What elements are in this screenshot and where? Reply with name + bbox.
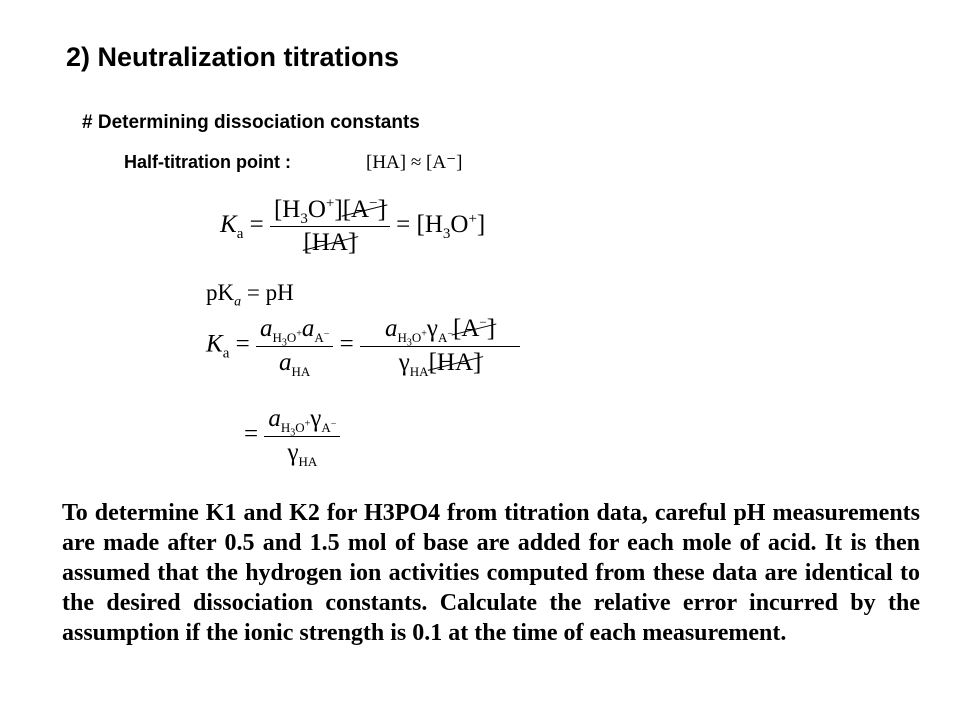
ka-activity-equation: $K_a$ = $\frac{a_{H_3O^+}a_{A^-}}{a_{HA}}$ = $\frac{a_{H_3O^+}\gamma_{A^-}[A^-]}{\gamma_{HA}[HA]}$ xyxy=(206,315,520,377)
pka-equation: $pK_a$ = pH xyxy=(206,280,294,310)
ka-gamma-equation: = $\frac{a_{H_3O^+}\gamma_{A^-}}{\gamma_{HA}}$ xyxy=(244,405,340,467)
page-title: 2) Neutralization titrations xyxy=(66,42,400,72)
problem-text: To determine K1 and K2 for H3PO4 from titration data, careful pH measurements are made after 0.5 and 1.5 mol of base are added for each mole of acid. It is then assumed that the hydrogen ion activities computed from these data are identical to the desired dissociation constants. Calculate the relative error incurred by the assumption if the ionic strength is 0.1 at the time of each measurement. xyxy=(62,500,920,646)
half-titration-label: Half-titration point : xyxy=(124,152,291,172)
half-titration-condition: [HA] ≈ [A⁻] xyxy=(366,152,463,173)
section-subtitle: # Determining dissociation constants xyxy=(82,112,420,133)
ka-equation: $K_a$ = $\frac{[H_3O^+][A^-]}{[HA]}$ = $[H_3O^+]$ xyxy=(220,195,486,256)
